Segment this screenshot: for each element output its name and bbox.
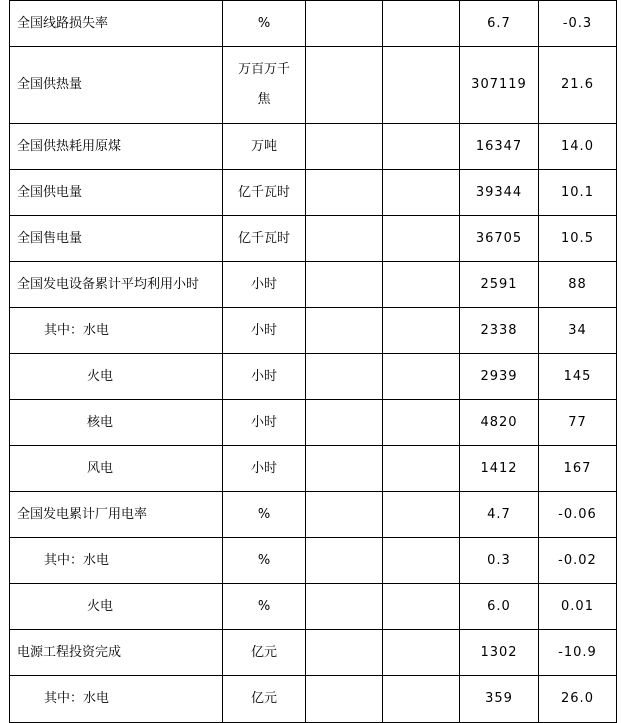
row-value: 359 bbox=[460, 676, 539, 723]
table-row bbox=[10, 400, 617, 446]
table-row bbox=[10, 308, 617, 354]
row-value: 36705 bbox=[460, 216, 539, 262]
row-name: 全国供热耗用原煤 bbox=[10, 124, 223, 170]
empty-cell bbox=[383, 584, 460, 630]
row-change: -0.06 bbox=[539, 492, 617, 538]
row-name: 全国售电量 bbox=[10, 216, 223, 262]
row-value: 307119 bbox=[460, 47, 539, 124]
row-name: 其中：水电 bbox=[10, 308, 223, 354]
row-change: -10.9 bbox=[539, 630, 617, 676]
empty-cell bbox=[383, 170, 460, 216]
row-name: 火电 bbox=[10, 354, 223, 400]
row-change: -0.3 bbox=[539, 1, 617, 47]
empty-cell bbox=[306, 124, 383, 170]
row-unit: 亿元 bbox=[223, 676, 306, 723]
empty-cell bbox=[306, 216, 383, 262]
empty-cell bbox=[306, 584, 383, 630]
row-name: 全国线路损失率 bbox=[10, 1, 223, 47]
row-value: 2939 bbox=[460, 354, 539, 400]
empty-cell bbox=[383, 630, 460, 676]
row-unit: 小时 bbox=[223, 400, 306, 446]
table-row bbox=[10, 538, 617, 584]
statistics-table bbox=[9, 0, 617, 723]
row-name: 风电 bbox=[10, 446, 223, 492]
row-change: 88 bbox=[539, 262, 617, 308]
row-unit: 亿千瓦时 bbox=[223, 170, 306, 216]
row-value: 1412 bbox=[460, 446, 539, 492]
row-change: 0.01 bbox=[539, 584, 617, 630]
row-value: 1302 bbox=[460, 630, 539, 676]
row-unit: 万吨 bbox=[223, 124, 306, 170]
empty-cell bbox=[306, 47, 383, 124]
row-unit: % bbox=[223, 492, 306, 538]
row-value: 6.7 bbox=[460, 1, 539, 47]
row-name: 其中：水电 bbox=[10, 538, 223, 584]
row-unit: 亿元 bbox=[223, 630, 306, 676]
table-row bbox=[10, 584, 617, 630]
empty-cell bbox=[383, 354, 460, 400]
row-unit-line: 万百万千 bbox=[237, 62, 290, 77]
row-name: 全国供热量 bbox=[10, 47, 223, 124]
row-value: 0.3 bbox=[460, 538, 539, 584]
empty-cell bbox=[306, 676, 383, 723]
row-value: 16347 bbox=[460, 124, 539, 170]
empty-cell bbox=[306, 354, 383, 400]
row-change: 14.0 bbox=[539, 124, 617, 170]
row-unit: % bbox=[223, 538, 306, 584]
empty-cell bbox=[383, 124, 460, 170]
empty-cell bbox=[306, 1, 383, 47]
row-value: 4820 bbox=[460, 400, 539, 446]
row-name: 全国发电设备累计平均利用小时 bbox=[10, 262, 223, 308]
row-name: 全国供电量 bbox=[10, 170, 223, 216]
row-change: 21.6 bbox=[539, 47, 617, 124]
empty-cell bbox=[383, 538, 460, 584]
table-row bbox=[10, 630, 617, 676]
row-name: 全国发电累计厂用电率 bbox=[10, 492, 223, 538]
empty-cell bbox=[306, 446, 383, 492]
row-value: 2591 bbox=[460, 262, 539, 308]
row-value: 2338 bbox=[460, 308, 539, 354]
empty-cell bbox=[383, 446, 460, 492]
row-value: 39344 bbox=[460, 170, 539, 216]
empty-cell bbox=[383, 47, 460, 124]
row-change: 10.1 bbox=[539, 170, 617, 216]
row-value: 4.7 bbox=[460, 492, 539, 538]
empty-cell bbox=[383, 492, 460, 538]
table-row bbox=[10, 216, 617, 262]
empty-cell bbox=[383, 676, 460, 723]
row-name: 核电 bbox=[10, 400, 223, 446]
row-change: 10.5 bbox=[539, 216, 617, 262]
row-name: 火电 bbox=[10, 584, 223, 630]
table-row bbox=[10, 492, 617, 538]
table-row bbox=[10, 676, 617, 723]
empty-cell bbox=[306, 400, 383, 446]
table-row bbox=[10, 124, 617, 170]
row-change: 77 bbox=[539, 400, 617, 446]
empty-cell bbox=[383, 216, 460, 262]
empty-cell bbox=[306, 170, 383, 216]
empty-cell bbox=[306, 538, 383, 584]
empty-cell bbox=[383, 1, 460, 47]
row-change: 145 bbox=[539, 354, 617, 400]
table-row bbox=[10, 446, 617, 492]
row-value: 6.0 bbox=[460, 584, 539, 630]
row-unit: 小时 bbox=[223, 446, 306, 492]
table-row bbox=[10, 262, 617, 308]
row-change: 26.0 bbox=[539, 676, 617, 723]
row-unit: % bbox=[223, 584, 306, 630]
row-name: 其中：水电 bbox=[10, 676, 223, 723]
table-row bbox=[10, 354, 617, 400]
row-unit: 小时 bbox=[223, 308, 306, 354]
row-unit-line: 焦 bbox=[257, 92, 271, 107]
empty-cell bbox=[383, 262, 460, 308]
row-change: 167 bbox=[539, 446, 617, 492]
row-unit: 小时 bbox=[223, 262, 306, 308]
row-unit bbox=[223, 47, 306, 124]
row-unit: 小时 bbox=[223, 354, 306, 400]
table-row bbox=[10, 1, 617, 47]
row-unit: % bbox=[223, 1, 306, 47]
empty-cell bbox=[306, 308, 383, 354]
empty-cell bbox=[306, 492, 383, 538]
row-change: -0.02 bbox=[539, 538, 617, 584]
empty-cell bbox=[306, 262, 383, 308]
empty-cell bbox=[306, 630, 383, 676]
row-change: 34 bbox=[539, 308, 617, 354]
row-name: 电源工程投资完成 bbox=[10, 630, 223, 676]
table-row bbox=[10, 47, 617, 124]
empty-cell bbox=[383, 400, 460, 446]
empty-cell bbox=[383, 308, 460, 354]
table-row bbox=[10, 170, 617, 216]
row-unit: 亿千瓦时 bbox=[223, 216, 306, 262]
